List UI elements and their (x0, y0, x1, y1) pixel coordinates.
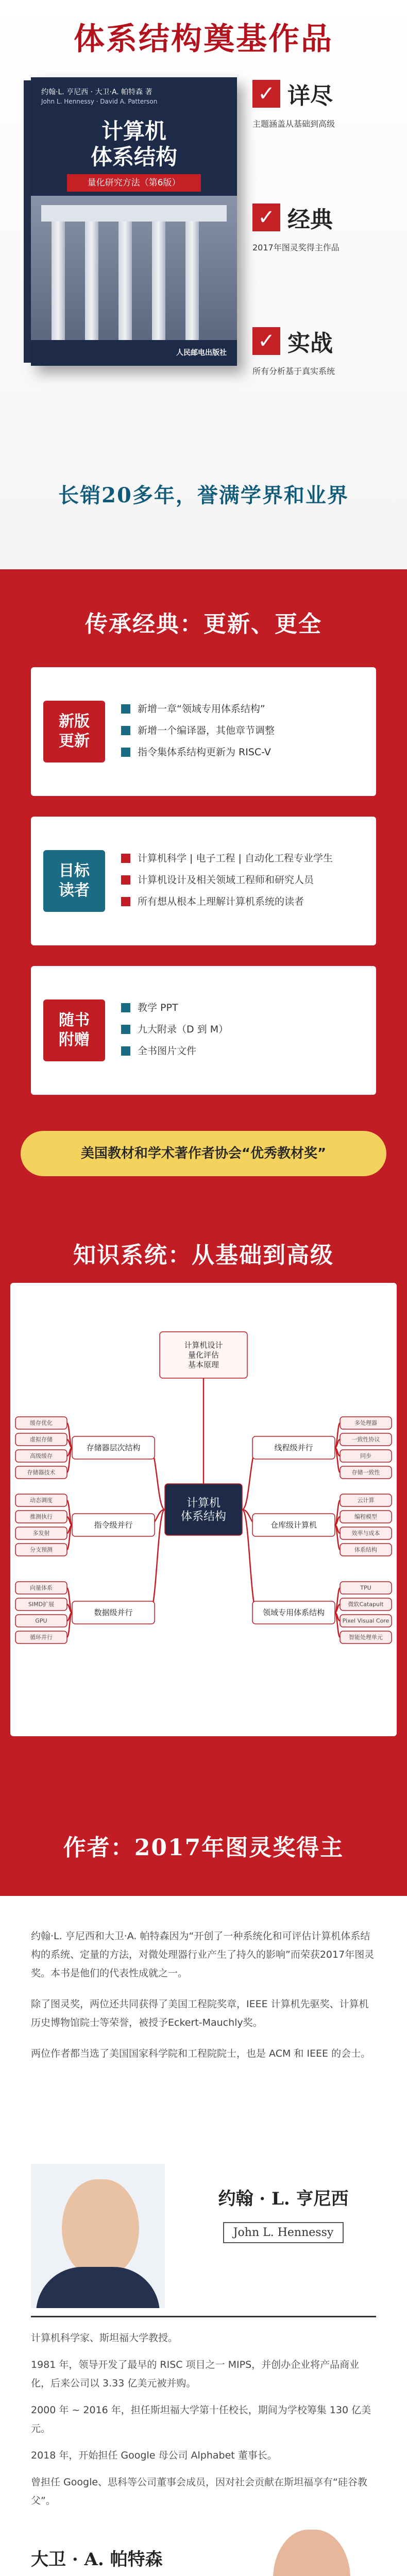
mindmap-top-node (160, 1332, 247, 1378)
patterson-name-cn: 大卫 · A. 帕特森 (31, 2549, 163, 2570)
building-pillar (85, 222, 98, 340)
hennessy-name-cn: 约翰 · L. 亨尼西 (218, 2189, 349, 2209)
bullet-icon (121, 1046, 130, 1056)
mindmap-node-label: 仓库级计算机 (270, 1520, 317, 1530)
mindmap-leaf-node (15, 1527, 67, 1539)
bio-paragraph: 2000 年 ~ 2016 年，担任斯坦福大学第十任校长，期间为学校筹集 130 亿美元。 (31, 2404, 371, 2434)
book-subtitle: 量化研究方法（第6版） (67, 174, 201, 192)
mindmap-node-label: 微软Catapult (348, 1601, 384, 1608)
authors-section-header (0, 1793, 407, 1896)
mindmap-node-label: TPU (360, 1584, 371, 1591)
mindmap-node-label: 动态调度 (30, 1497, 53, 1504)
list-item (121, 698, 275, 720)
checkmark-icon: ✓ (252, 327, 280, 355)
mindmap-node-label: 编程模型 (354, 1513, 377, 1520)
list-item (121, 1019, 228, 1040)
mindmap-leaf-node (340, 1527, 392, 1539)
hennessy-name-block (185, 2184, 381, 2243)
building-pillar (152, 222, 165, 340)
feature-note: 主题涵盖从基础到高级 (252, 119, 335, 129)
mindmap-node-label: 数据级并行 (94, 1608, 133, 1617)
mindmap-branch-node (72, 1436, 155, 1459)
mindmap-node-label: 体系结构 (354, 1546, 377, 1553)
mindmap-node-label: 同步 (360, 1452, 371, 1460)
bullet-icon (121, 1025, 130, 1034)
mindmap-leaf-node (340, 1433, 392, 1446)
portrait-suit (36, 2267, 160, 2308)
portrait-face (62, 2179, 139, 2277)
mindmap-node-label: GPU (35, 1617, 47, 1624)
feature-word: 详尽 (287, 83, 333, 109)
bullet-icon (121, 897, 130, 906)
mindmap-node-label: 智能处理单元 (349, 1634, 383, 1641)
mindmap-leaf-node (15, 1417, 67, 1429)
list-item (121, 997, 228, 1019)
mindmap-leaf-node (15, 1631, 67, 1643)
bullet-icon (121, 748, 130, 757)
mindmap-node-label: 存储器技术 (27, 1469, 56, 1476)
intro-paragraph: 约翰·L. 亨尼西和大卫·A. 帕特森因为“开创了一种系统化和可评估计算机体系结构的系统、定量的方法，对微处理器行业产生了持久的影响”而荣获2017年图灵奖。本书是他们的代表性成就之一。 (31, 1930, 375, 1979)
intro-paragraph: 两位作者都当选了美国国家科学院和工程院院士，也是 ACM 和 IEEE 的会士。 (31, 2048, 371, 2059)
classic-section (0, 569, 407, 1206)
list-item (121, 1040, 228, 1062)
tag-label: 目标 读者 (59, 862, 90, 900)
book-cover-bottom (31, 340, 237, 366)
list-item-text: 计算机设计及相关领域工程师和研究人员 (138, 874, 314, 886)
panel-new-edition (31, 667, 376, 796)
mindmap-leaf-node (15, 1511, 67, 1523)
mindmap-node-label: 体系结构 (180, 1510, 227, 1523)
list-bonus (121, 997, 228, 1062)
authors-intro (31, 1927, 376, 2063)
portrait-face (273, 2530, 350, 2576)
checkmark-icon: ✓ (252, 80, 280, 108)
mindmap-node-label: 缓存优化 (30, 1419, 53, 1427)
feature-word: 经典 (287, 207, 333, 233)
book-cover-top (31, 77, 237, 196)
book-authors-en: John L. Hennessy · David A. Patterson (41, 98, 158, 105)
mindmap-leaf-node (340, 1511, 392, 1523)
bio-paragraph: 1981 年，领导开发了最早的 RISC 项目之一 MIPS，并创办企业将产品商业化，后来公司以 3.33 亿美元被并购。 (31, 2359, 360, 2389)
mindmap-center-node (165, 1484, 242, 1535)
mindmap-node-label: 计算机 (186, 1497, 221, 1510)
tag-label: 随书 附赠 (59, 1011, 90, 1049)
mindmap-node-label: 指令级并行 (94, 1520, 133, 1530)
mindmap-leaf-node (15, 1433, 67, 1446)
tag-new-edition (43, 701, 105, 762)
classic-title: 传承经典：更新、更全 (85, 611, 322, 637)
hero-slogan: 长销20多年，誉满学界和业界 (58, 483, 349, 507)
building-pillar (52, 222, 65, 340)
feature-detailed (252, 77, 386, 129)
knowledge-section (0, 1206, 407, 1793)
hennessy-portrait (31, 2164, 165, 2308)
tag-label: 新版 更新 (59, 713, 90, 750)
mindmap-leaf-node (340, 1417, 392, 1429)
hennessy-bio (31, 2329, 376, 2510)
bullet-icon (121, 726, 130, 735)
mindmap-node-label: 虚拟存储 (30, 1436, 53, 1443)
mindmap-leaf-node (15, 1615, 67, 1627)
mindmap-node-label: 循环并行 (30, 1634, 53, 1641)
list-item-text: 新增一个编译器，其他章节调整 (138, 725, 275, 736)
panel-target-readers (31, 817, 376, 945)
mindmap-leaf-node (340, 1544, 392, 1556)
list-item (121, 741, 275, 763)
panel-bonus (31, 966, 376, 1095)
mindmap-node-label: 线程级并行 (274, 1443, 313, 1452)
list-item-text: 指令集体系结构更新为 RISC-V (138, 747, 271, 758)
award-banner: 美国教材和学术著作者协会“优秀教材奖” (21, 1131, 386, 1176)
list-item (121, 848, 333, 869)
mindmap-leaf-node (15, 1544, 67, 1556)
mindmap-node-label: Pixel Visual Core (342, 1617, 389, 1624)
book-publisher: 人民邮电出版社 (176, 349, 227, 357)
mindmap-node-label: 分支预测 (30, 1546, 53, 1553)
patterson-portrait (242, 2514, 376, 2576)
mindmap-leaf-node (15, 1466, 67, 1479)
mindmap-leaf-node (340, 1494, 392, 1506)
bullet-icon (121, 875, 130, 885)
hennessy-name-en: John L. Hennessy (223, 2222, 344, 2243)
building-pillar (118, 222, 132, 340)
list-item-text: 新增一章“领域专用体系结构” (138, 703, 265, 715)
mindmap-leaf-node (340, 1615, 392, 1627)
bullet-icon (121, 1003, 130, 1012)
feature-note: 2017年图灵奖得主作品 (252, 243, 340, 252)
mindmap-node-label: 量化评估 (188, 1350, 219, 1360)
list-item (121, 891, 333, 912)
mindmap-leaf-node (15, 1582, 67, 1594)
feature-practical (252, 325, 386, 377)
bio-paragraph: 2018 年，开始担任 Google 母公司 Alphabet 董事长。 (31, 2450, 277, 2461)
mindmap-node-label: 云计算 (357, 1497, 375, 1504)
building-pillar (185, 222, 199, 340)
mindmap-node-label: SIMD扩展 (28, 1601, 55, 1608)
bullet-icon (121, 704, 130, 714)
list-item-text: 计算机科学 | 电子工程 | 自动化工程专业学生 (138, 853, 333, 864)
mindmap-branch-node (252, 1436, 335, 1459)
feature-note: 所有分析基于真实系统 (252, 366, 335, 376)
mindmap-leaf-node (15, 1494, 67, 1506)
mindmap-node-label: 效率与成本 (351, 1530, 380, 1537)
list-item (121, 720, 275, 741)
mindmap-branch-node (72, 1514, 155, 1536)
mindmap-leaf-node (15, 1450, 67, 1462)
patterson-name-block (31, 2545, 227, 2576)
book-building-image (31, 196, 237, 340)
mindmap-branch-node (72, 1601, 155, 1624)
mindmap-node-label: 存储一致性 (351, 1469, 380, 1476)
list-item-text: 九大附录（D 到 M） (138, 1024, 229, 1035)
bio-paragraph: 曾担任 Google、思科等公司董事会成员，因对社会贡献在斯坦福享有“硅谷教父”。 (31, 2477, 367, 2506)
mindmap-node-label: 一致性协议 (351, 1436, 380, 1443)
book-authors: 约翰·L. 亨尼西 · 大卫·A. 帕特森 著 (41, 88, 152, 96)
feature-classic (252, 201, 386, 253)
authors-title: 作者：2017年图灵奖得主 (63, 1835, 344, 1861)
tag-bonus (43, 999, 105, 1061)
book-cover (31, 77, 237, 366)
tag-target-readers (43, 850, 105, 912)
knowledge-title: 知识系统：从基础到高级 (73, 1242, 334, 1268)
mindmap-leaf-node (340, 1631, 392, 1643)
book-title-line2: 体系结构 (90, 144, 177, 170)
book-title-line1: 计算机 (101, 118, 166, 144)
book-title (31, 118, 237, 170)
checkmark-icon: ✓ (252, 204, 280, 231)
mindmap-leaf-node (15, 1598, 67, 1611)
mindmap-leaf-node (340, 1466, 392, 1479)
book-spine (24, 80, 31, 363)
mindmap-leaf-node (340, 1450, 392, 1462)
list-item (121, 869, 333, 891)
mindmap-branch-node (252, 1601, 335, 1624)
bio-paragraph: 计算机科学家、斯坦福大学教授。 (31, 2332, 178, 2344)
mindmap-node-label: 领域专用体系结构 (262, 1608, 325, 1617)
bullet-icon (121, 854, 130, 863)
mindmap-node-label: 计算机设计 (184, 1341, 223, 1350)
hero-title: 体系结构奠基作品 (74, 21, 333, 57)
list-item-text: 全书图片文件 (138, 1045, 197, 1057)
intro-paragraph: 除了图灵奖，两位还共同获得了美国工程院奖章，IEEE 计算机先驱奖、计算机历史博物馆院士等荣誉，被授予Eckert-Mauchly奖。 (31, 1998, 369, 2028)
mindmap-node-label: 向量体系 (30, 1584, 53, 1591)
mindmap-node-label: 推测执行 (30, 1513, 53, 1520)
mindmap-node-label: 多发射 (32, 1530, 50, 1537)
list-item-text: 教学 PPT (138, 1002, 178, 1013)
mindmap-branch-node (252, 1514, 335, 1536)
list-item-text: 所有想从根本上理解计算机系统的读者 (138, 896, 304, 907)
mindmap-leaf-node (340, 1582, 392, 1594)
list-new-edition (121, 698, 275, 763)
mindmap-node-label: 存储器层次结构 (86, 1443, 141, 1452)
mindmap-leaf-node (340, 1598, 392, 1611)
list-target-readers (121, 848, 333, 912)
mindmap-node-label: 高级缓存 (30, 1452, 53, 1460)
mindmap-node-label: 多处理器 (354, 1419, 377, 1427)
authors-content (0, 1896, 407, 2576)
divider (31, 2316, 376, 2317)
feature-word: 实战 (287, 330, 333, 357)
hero-section (0, 0, 407, 569)
building-roof (41, 205, 227, 222)
mindmap-node-label: 基本原理 (188, 1360, 219, 1369)
mindmap-diagram (10, 1283, 397, 1736)
